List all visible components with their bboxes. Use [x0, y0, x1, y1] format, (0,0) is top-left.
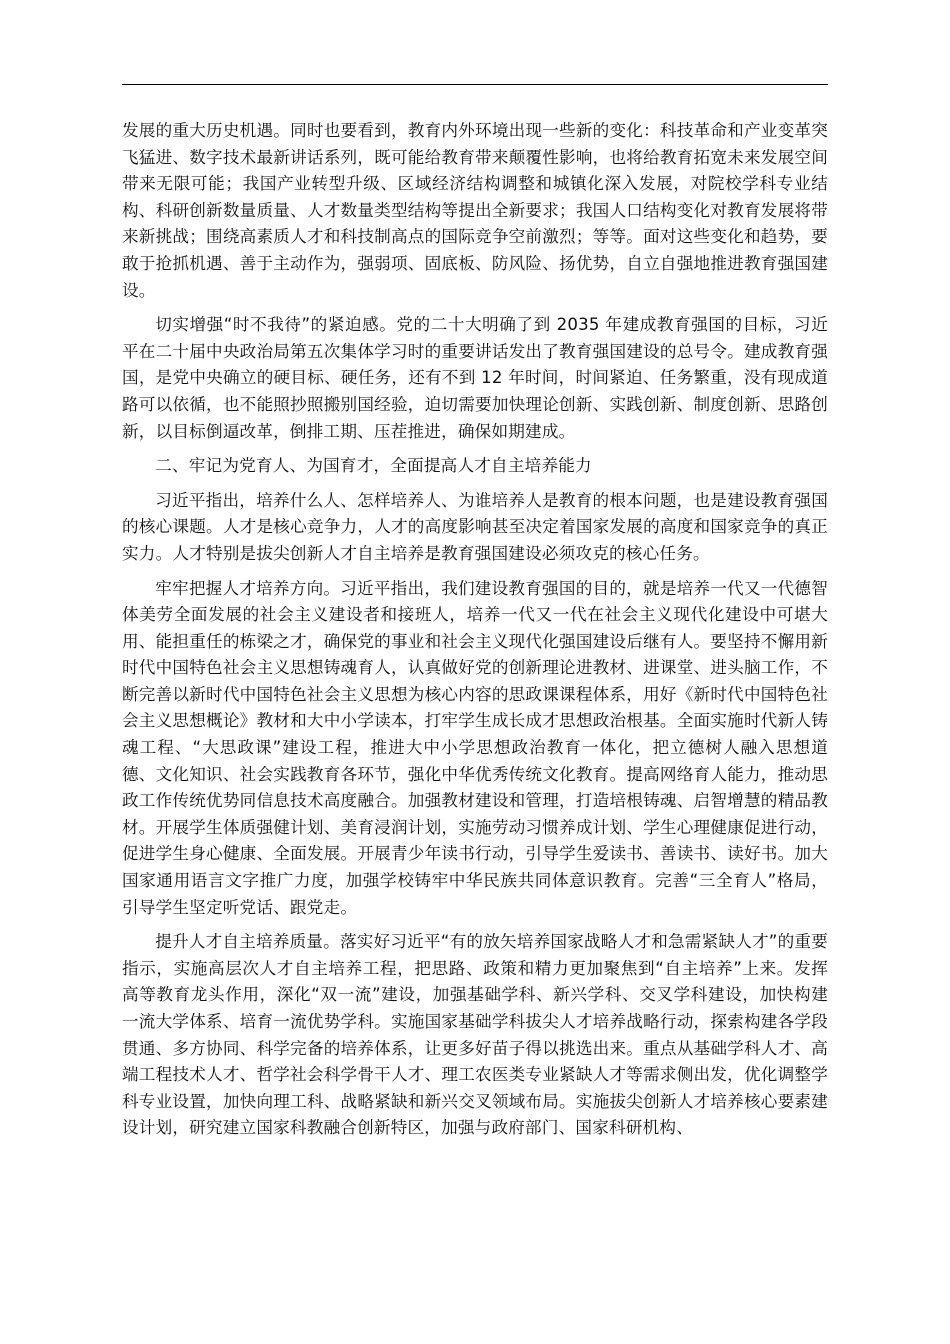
section-heading: 二、牢记为党育人、为国育才，全面提高人才自主培养能力 — [155, 456, 592, 476]
header-rule — [122, 84, 828, 85]
paragraph-training-quality: 提升人才自主培养质量。落实好习近平“有的放矢培养国家战略人才和急需紧缺人才”的重要指示，实施高层次人才自主培养工程，把思路、政策和精力更加聚焦到“自主培养”上来。发挥高等教育龙头作用，深化“双一流”建设，加强基础学科、新兴学科、交叉学科建设，加快构建一流大学体系、培育一流优势学科。实施国家基础学科拔尖人才培养战略行动，探索构建各学段贯通、多方协同、科学完备的培养体系，让更多好苗子得以挑选出来。重点从基础学科人才、高端工程技术人才、哲学社会科学骨干人才、理工农医类专业紧缺人才等需求侧出发，优化调整学科专业设置，加快向理工科、战略紧缺和新兴交叉领域布局。实施拔尖创新人才培养核心要素建设计划，研究建立国家科教融合创新特区，加强与政府部门、国家科研机构、 — [122, 932, 828, 1138]
paragraph-core-task: 习近平指出，培养什么人、怎样培养人、为谁培养人是教育的根本问题，也是建设教育强国的核心课题。人才是核心竞争力，人才的高度影响甚至决定着国家发展的高度和国家竞争的真正实力。人才特别是拔尖创新人才自主培养是教育强国建设必须攻克的核心任务。 — [122, 490, 828, 563]
paragraph-urgency: 切实增强“时不我待”的紧迫感。党的二十大明确了到 2035 年建成教育强国的目标，习近平在二十届中央政治局第五次集体学习时的重要讲话发出了教育强国建设的总号令。建成教育强国，是党中央确立的硬目标、硬任务，还有不到 12 年时间，时间紧迫、任务繁重，没有现成道路可以依循，也不能照抄照搬别国经验，迫切需要加快理论创新、实践创新、制度创新、思路创新，以目标倒逼改革，倒排工期、压茬推进，确保如期建成。 — [122, 315, 828, 441]
document-body — [122, 118, 828, 1150]
paragraph-continuation: 发展的重大历史机遇。同时也要看到，教育内外环境出现一些新的变化：科技革命和产业变革突飞猛进、数字技术最新讲话系列，既可能给教育带来颠覆性影响，也将给教育拓宽未来发展空间带来无限可能；我国产业转型升级、区域经济结构调整和城镇化深入发展，对院校学科专业结构、科研创新数量质量、人才数量类型结构等提出全新要求；我国人口结构变化对教育发展将带来新挑战；围绕高素质人才和科技制高点的国际竞争空前激烈；等等。面对这些变化和趋势，要敢于抢抓机遇、善于主动作为，强弱项、固底板、防风险、扬优势，自立自强地推进教育强国建设。 — [122, 121, 828, 300]
paragraph-training-direction: 牢牢把握人才培养方向。习近平指出，我们建设教育强国的目的，就是培养一代又一代德智体美劳全面发展的社会主义建设者和接班人，培养一代又一代在社会主义现代化建设中可堪大用、能担重任的栋梁之才，确保党的事业和社会主义现代化强国建设后继有人。要坚持不懈用新时代中国特色社会主义思想铸魂育人，认真做好党的创新理论进教材、进课堂、进头脑工作，不断完善以新时代中国特色社会主义思想为核心内容的思政课课程体系，用好《新时代中国特色社会主义思想概论》教材和大中小学读本，打牢学生成长成才思想政治根基。全面实施时代新人铸魂工程、“大思政课”建设工程，推进大中小学思想政治教育一体化，把立德树人融入思想道德、文化知识、社会实践教育各环节，强化中华优秀传统文化教育。提高网络育人能力，推动思政工作传统优势同信息技术高度融合。加强教材建设和管理，打造培根铸魂、启智增慧的精品教材。开展学生体质强健计划、美育浸润计划，实施劳动习惯养成计划、学生心理健康促进行动，促进学生身心健康、全面发展。开展青少年读书行动，引导学生爱读书、善读书、读好书。加大国家通用语言文字推广力度，加强学校铸牢中华民族共同体意识教育。完善“三全育人”格局，引导学生坚定听党话、跟党走。 — [122, 578, 828, 917]
